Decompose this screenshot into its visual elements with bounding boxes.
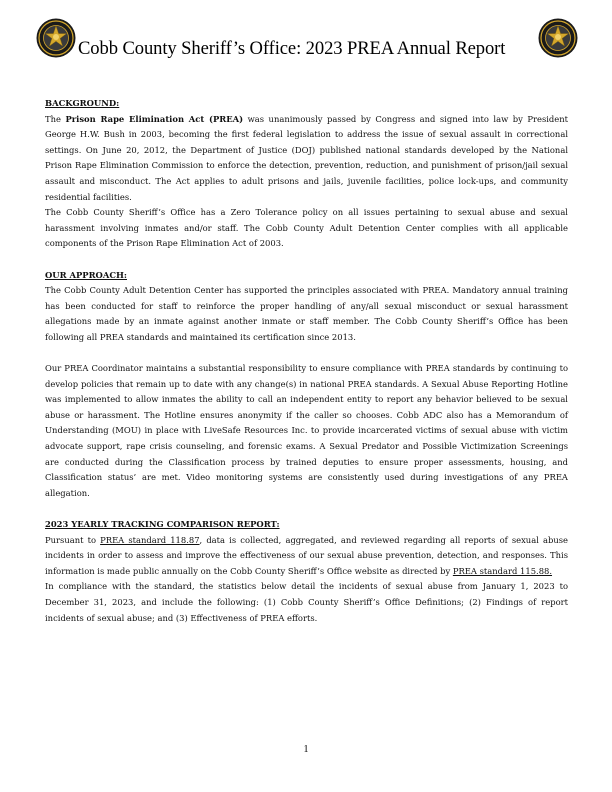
approach-heading: OUR APPROACH: — [45, 269, 127, 280]
page-number: 1 — [303, 744, 309, 755]
sheriff-seal-right-icon — [538, 18, 578, 58]
tracking-paragraph-2: In compliance with the standard, the statistics below detail the incidents of sexual abuse from January 1, 2023 to December 31, 2023, and include the following: (1) Cobb County Sheriff’s Office Definitions; (2) Findings of report incidents of sexual abuse; and (3) Effectiveness of PREA efforts. — [45, 581, 568, 623]
sheriff-seal-left-icon — [36, 18, 76, 58]
background-paragraph-1 — [45, 112, 568, 206]
report-title: Cobb County Sheriff’s Office: 2023 PREA Annual Report — [78, 38, 506, 59]
prea-standard-118-87-link[interactable]: PREA standard 118.87 — [100, 534, 200, 545]
paragraph-spacer — [45, 346, 568, 362]
background-p1-lead: The — [45, 113, 66, 124]
report-header — [34, 18, 578, 62]
prea-act-name: Prison Rape Elimination Act (PREA) — [65, 113, 244, 124]
background-p1-rest: was unanimously passed by Congress and signed into law by President George H.W. Bush in 2003, becoming the first federal legislation to address the issue of sexual assault in correctional settings. On June 20, 2012, the Department of Justice (DOJ) published national standards developed by the National Prison Rape Elimination Commission to enforce the detection, prevention, reduction, and punishment of prison/jail sexual assault and misconduct. The Act applies to adult prisons and jails, juvenile facilities, police lock-ups, and community residential facilities. — [45, 113, 568, 202]
section-spacer — [45, 252, 568, 268]
prea-standard-115-88-link[interactable]: PREA standard 115.88. — [452, 565, 553, 576]
tracking-p1-mid: , data is collected, aggregated, and reviewed regarding all reports of sexual abuse incidents in order to assess and improve the effectiveness of our sexual abuse prevention, detection, and responses. This information is made public annually on the Cobb County Sheriff’s Office website as directed by — [45, 534, 568, 576]
approach-paragraph-2: Our PREA Coordinator maintains a substantial responsibility to ensure compliance with PREA standards by continuing to develop policies that remain up to date with any change(s) in national PREA standards. A Sexual Abuse Reporting Hotline was implemented to allow inmates the ability to call an independent entity to report any behavior believed to be sexual abuse or harassment. The Hotline ensures anonymity if the caller so chooses. Cobb ADC also has a Memorandum of Understanding (MOU) in place with LiveSafe Resources Inc. to provide incarcerated victims of sexual abuse with victim advocate support, rape crisis counseling, and forensic exams. A Sexual Predator and Possible Victimization Screenings are conducted during the Classification process by trained deputies to ensure proper assessments, housing, and Classification status’ are met. Video monitoring systems are consistently used during investigations of any PREA allegation. — [45, 363, 568, 498]
background-paragraph-2: The Cobb County Sheriff’s Office has a Zero Tolerance policy on all issues pertaining to sexual abuse and sexual harassment involving inmates and/or staff. The Cobb County Adult Detention Center complies with all applicable components of the Prison Rape Elimination Act of 2003. — [45, 207, 568, 249]
report-body — [45, 96, 568, 626]
tracking-heading: 2023 YEARLY TRACKING COMPARISON REPORT: — [45, 519, 280, 530]
background-heading: BACKGROUND: — [45, 98, 120, 108]
tracking-p1-lead: Pursuant to — [45, 534, 101, 545]
section-spacer — [45, 501, 568, 517]
tracking-paragraph-1 — [45, 533, 568, 580]
approach-paragraph-1: The Cobb County Adult Detention Center has supported the principles associated with PREA. Mandatory annual training has been conducted for staff to reinforce the proper handling of any/all sexual misconduct or sexual harassment allegations made by an inmate against another inmate or staff member. The Cobb County Sheriff’s Office has been following all PREA standards and maintained its certification since 2013. — [45, 285, 568, 342]
